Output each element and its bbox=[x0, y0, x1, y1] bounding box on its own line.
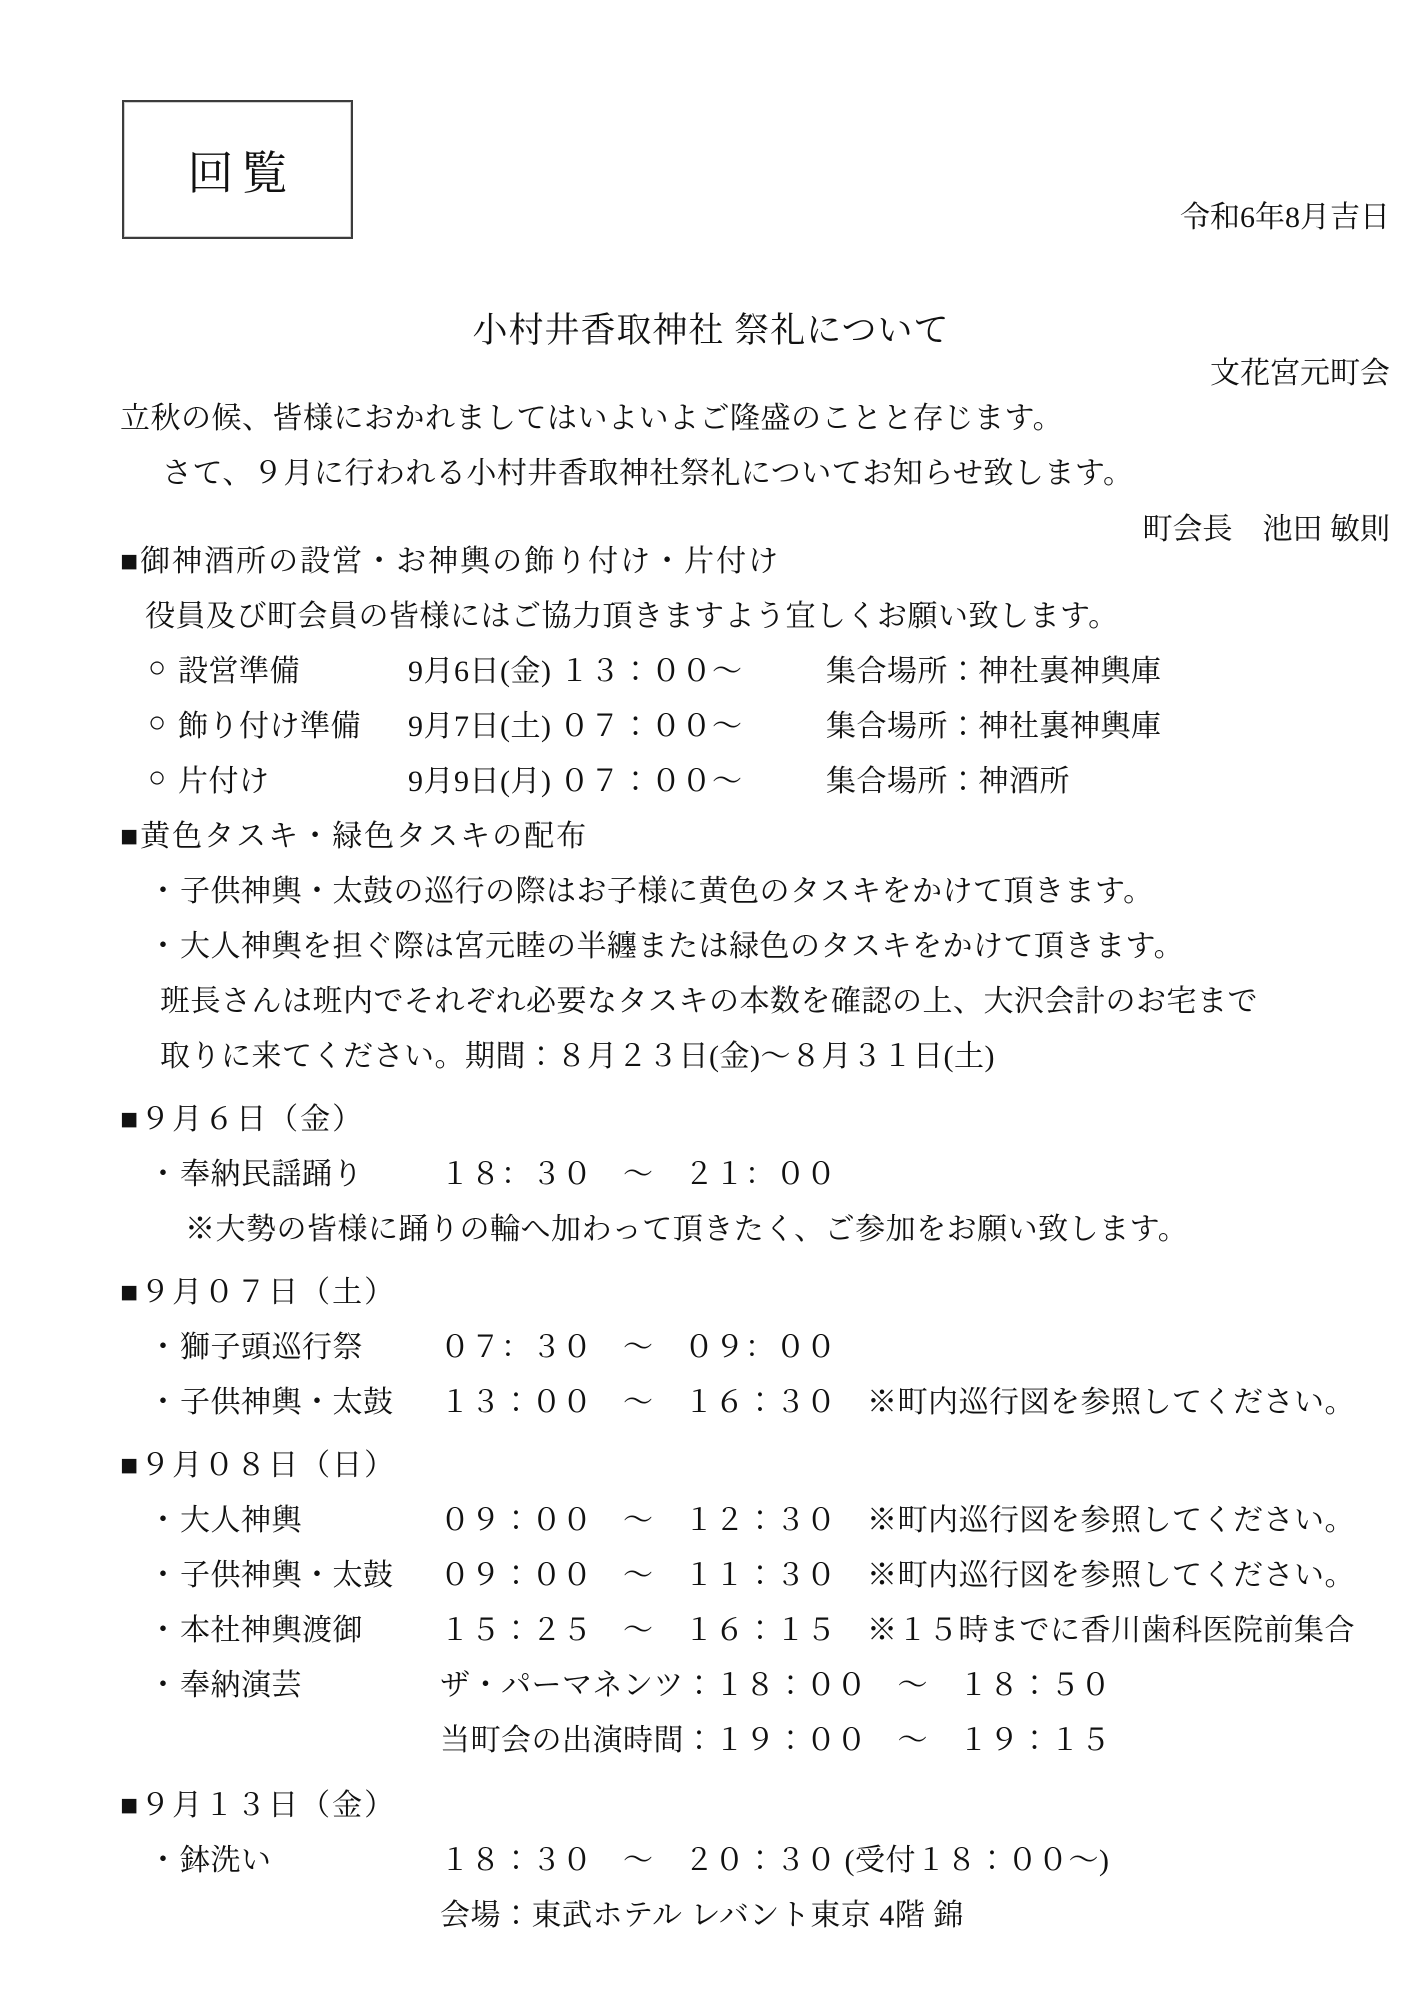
event-time: ０９：００ ～ １１：３０ ※町内巡行図を参照してください。 bbox=[440, 1558, 1355, 1592]
row-label: 飾り付け準備 bbox=[178, 709, 361, 743]
event-time: ザ・パーマネンツ：１８：００ ～ １８：５０ bbox=[440, 1668, 1111, 1702]
chairman-name: 町会長 池田 敏則 bbox=[1142, 513, 1390, 546]
announcement-line: さて、９月に行われる小村井香取神社祭礼についてお知らせ致します。 bbox=[162, 456, 1134, 490]
event-label: 奉納民謡踊り bbox=[180, 1157, 363, 1191]
circulation-stamp-label: 回覧 bbox=[187, 147, 296, 199]
event-label: 本社神輿渡御 bbox=[180, 1613, 363, 1647]
row-place: 集合場所：神社裏神輿庫 bbox=[826, 654, 1162, 688]
bullet-marker: ・ bbox=[148, 874, 179, 908]
bullet-marker: ・ bbox=[148, 1385, 179, 1419]
event-label: 子供神輿・太鼓 bbox=[180, 1558, 394, 1592]
greeting-line: 立秋の候、皆様におかれましてはいよいよご隆盛のことと存じます。 bbox=[120, 401, 1064, 435]
circulation-stamp-box bbox=[122, 100, 353, 239]
section-tasuki-heading: ■黄色タスキ・緑色タスキの配布 bbox=[120, 819, 589, 853]
event-row bbox=[120, 1544, 1398, 1599]
event-label: 奉納演芸 bbox=[180, 1668, 302, 1702]
event-row bbox=[120, 1829, 1398, 1884]
event-time: １３：００ ～ １６：３０ ※町内巡行図を参照してください。 bbox=[440, 1385, 1355, 1419]
bullet-marker: ・ bbox=[148, 1613, 179, 1647]
bullet-marker: ・ bbox=[148, 1157, 179, 1191]
bullet-marker: ・ bbox=[148, 1843, 179, 1877]
row-marker: ○ bbox=[148, 650, 167, 684]
tasuki-item bbox=[120, 915, 1398, 970]
prep-row bbox=[120, 695, 1398, 750]
event-row bbox=[120, 1371, 1398, 1426]
bullet-marker: ・ bbox=[148, 1668, 179, 1702]
section-setup-heading: ■御神酒所の設営・お神輿の飾り付け・片付け bbox=[120, 544, 781, 578]
event-row bbox=[120, 1489, 1398, 1544]
event-time: １５：２５ ～ １６：１５ ※１５時までに香川歯科医院前集合 bbox=[440, 1613, 1355, 1647]
event-label: 大人神輿 bbox=[180, 1503, 302, 1537]
bullet-marker: ・ bbox=[148, 1330, 179, 1364]
prep-row bbox=[120, 750, 1398, 805]
organization-name: 文花宮元町会 bbox=[1210, 357, 1390, 390]
page-title: 小村井香取神社 祭礼について bbox=[472, 310, 950, 350]
event-row bbox=[120, 1654, 1398, 1709]
event-continuation-line: 当町会の出演時間：１９：００ ～ １９：１５ bbox=[440, 1723, 1111, 1757]
section-sep6-note: ※大勢の皆様に踊りの輪へ加わって頂きたく、ご参加をお願い致します。 bbox=[185, 1212, 1189, 1246]
event-time: １８：３０ ～ ２０：３０ (受付１８：００～) bbox=[440, 1843, 1110, 1877]
bullet-marker: ・ bbox=[148, 929, 179, 963]
section-setup-note: 役員及び町会員の皆様にはご協力頂きますよう宜しくお願い致します。 bbox=[145, 599, 1119, 633]
event-row bbox=[120, 1143, 1398, 1198]
sender-block bbox=[1143, 88, 1391, 660]
row-marker: ○ bbox=[148, 705, 167, 739]
row-datetime: 9月6日(金) １３：００～ bbox=[408, 654, 743, 688]
item-text: 子供神輿・太鼓の巡行の際はお子様に黄色のタスキをかけて頂きます。 bbox=[180, 874, 1154, 908]
section-sep8-heading: ■９月０８日（日） bbox=[120, 1448, 397, 1482]
section-sep13-heading: ■９月１３日（金） bbox=[120, 1788, 397, 1822]
tasuki-continuation-line: 班長さんは班内でそれぞれ必要なタスキの本数を確認の上、大沢会計のお宅まで bbox=[160, 984, 1258, 1018]
event-label: 子供神輿・太鼓 bbox=[180, 1385, 394, 1419]
row-label: 設営準備 bbox=[178, 654, 300, 688]
event-time: ０９：００ ～ １２：３０ ※町内巡行図を参照してください。 bbox=[440, 1503, 1355, 1537]
event-label: 獅子頭巡行祭 bbox=[180, 1330, 363, 1364]
section-sep6-heading: ■９月６日（金） bbox=[120, 1102, 365, 1136]
event-row bbox=[120, 1316, 1398, 1371]
row-marker: ○ bbox=[148, 760, 167, 794]
row-place: 集合場所：神社裏神輿庫 bbox=[826, 709, 1162, 743]
bullet-marker: ・ bbox=[148, 1503, 179, 1537]
event-continuation-line: 会場：東武ホテル レバント東京 4階 錦 bbox=[440, 1898, 964, 1932]
row-label: 片付け bbox=[178, 764, 270, 798]
event-row bbox=[120, 1599, 1398, 1654]
item-text: 大人神輿を担ぐ際は宮元睦の半纏または緑色のタスキをかけて頂きます。 bbox=[180, 929, 1185, 963]
row-datetime: 9月9日(月) ０７：００～ bbox=[408, 764, 743, 798]
row-datetime: 9月7日(土) ０７：００～ bbox=[408, 709, 743, 743]
event-label: 鉢洗い bbox=[180, 1843, 272, 1877]
bullet-marker: ・ bbox=[148, 1558, 179, 1592]
tasuki-continuation-line: 取りに来てください。期間：８月２３日(金)～８月３１日(土) bbox=[160, 1039, 995, 1073]
issue-date: 令和6年8月吉日 bbox=[1180, 201, 1390, 234]
event-time: １８：３０ ～ ２１：００ bbox=[440, 1157, 837, 1191]
section-sep7-heading: ■９月０７日（土） bbox=[120, 1275, 397, 1309]
event-time: ０７：３０ ～ ０９：００ bbox=[440, 1330, 837, 1364]
tasuki-item bbox=[120, 860, 1398, 915]
row-place: 集合場所：神酒所 bbox=[826, 764, 1070, 798]
